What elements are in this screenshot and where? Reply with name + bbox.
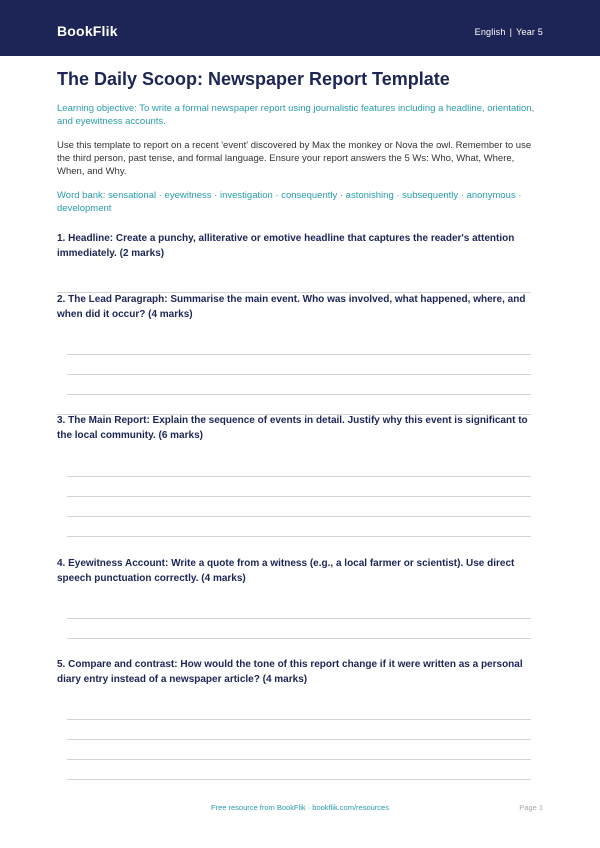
page-header: [0, 0, 600, 56]
answer-line[interactable]: [67, 638, 531, 639]
answer-line[interactable]: [67, 739, 531, 740]
word-bank: Word bank: sensational · eyewitness · investigation · consequently · astonishing · subsequently · anonymous · development: [57, 190, 522, 214]
meta-separator: |: [509, 27, 513, 37]
answer-line[interactable]: [67, 516, 531, 517]
answer-line[interactable]: [67, 394, 531, 395]
question-3: 3. The Main Report: Explain the sequence of events in detail. Justify why this event is significant to the local community. (6 marks): [57, 415, 528, 441]
page-number: Page 1: [519, 803, 543, 812]
subject-label: English: [474, 27, 506, 37]
answer-line[interactable]: [67, 354, 531, 355]
year-label: Year 5: [516, 27, 543, 37]
answer-line[interactable]: [67, 496, 531, 497]
header-meta: [475, 27, 543, 37]
answer-line[interactable]: [67, 719, 531, 720]
instructions: Use this template to report on a recent 'event' discovered by Max the monkey or Nova the owl. Remember to use the third person, past tense, and formal language. Ensure your report answers the 5 Ws: Who, What, Where, When, and Why.: [57, 140, 532, 177]
answer-line[interactable]: [67, 536, 531, 537]
question-5: 5. Compare and contrast: How would the tone of this report change if it were written as a personal diary entry instead of a newspaper article? (4 marks): [57, 659, 523, 685]
intro-section: [57, 68, 543, 215]
question-4: 4. Eyewitness Account: Write a quote from a witness (e.g., a local farmer or scientist). Use direct speech punctuation correctly. (4 marks): [57, 558, 515, 584]
page-title: The Daily Scoop: Newspaper Report Template: [57, 69, 450, 89]
brand-logo: BookFlik: [57, 23, 118, 39]
answer-line[interactable]: [67, 618, 531, 619]
learning-objective: Learning objective: To write a formal newspaper report using journalistic features including a headline, orientation, and eyewitness accounts.: [57, 103, 535, 127]
answer-line[interactable]: [67, 374, 531, 375]
question-1: 1. Headline: Create a punchy, alliterative or emotive headline that captures the reader's attention immediately. (2 marks): [57, 233, 515, 259]
answer-line[interactable]: [67, 476, 531, 477]
answer-line[interactable]: [67, 759, 531, 760]
question-2: 2. The Lead Paragraph: Summarise the main event. Who was involved, what happened, where, and when did it occur? (4 marks): [57, 294, 526, 320]
answer-line[interactable]: [67, 779, 531, 780]
footer-link[interactable]: Free resource from BookFlik · bookflik.com/resources: [211, 803, 389, 812]
